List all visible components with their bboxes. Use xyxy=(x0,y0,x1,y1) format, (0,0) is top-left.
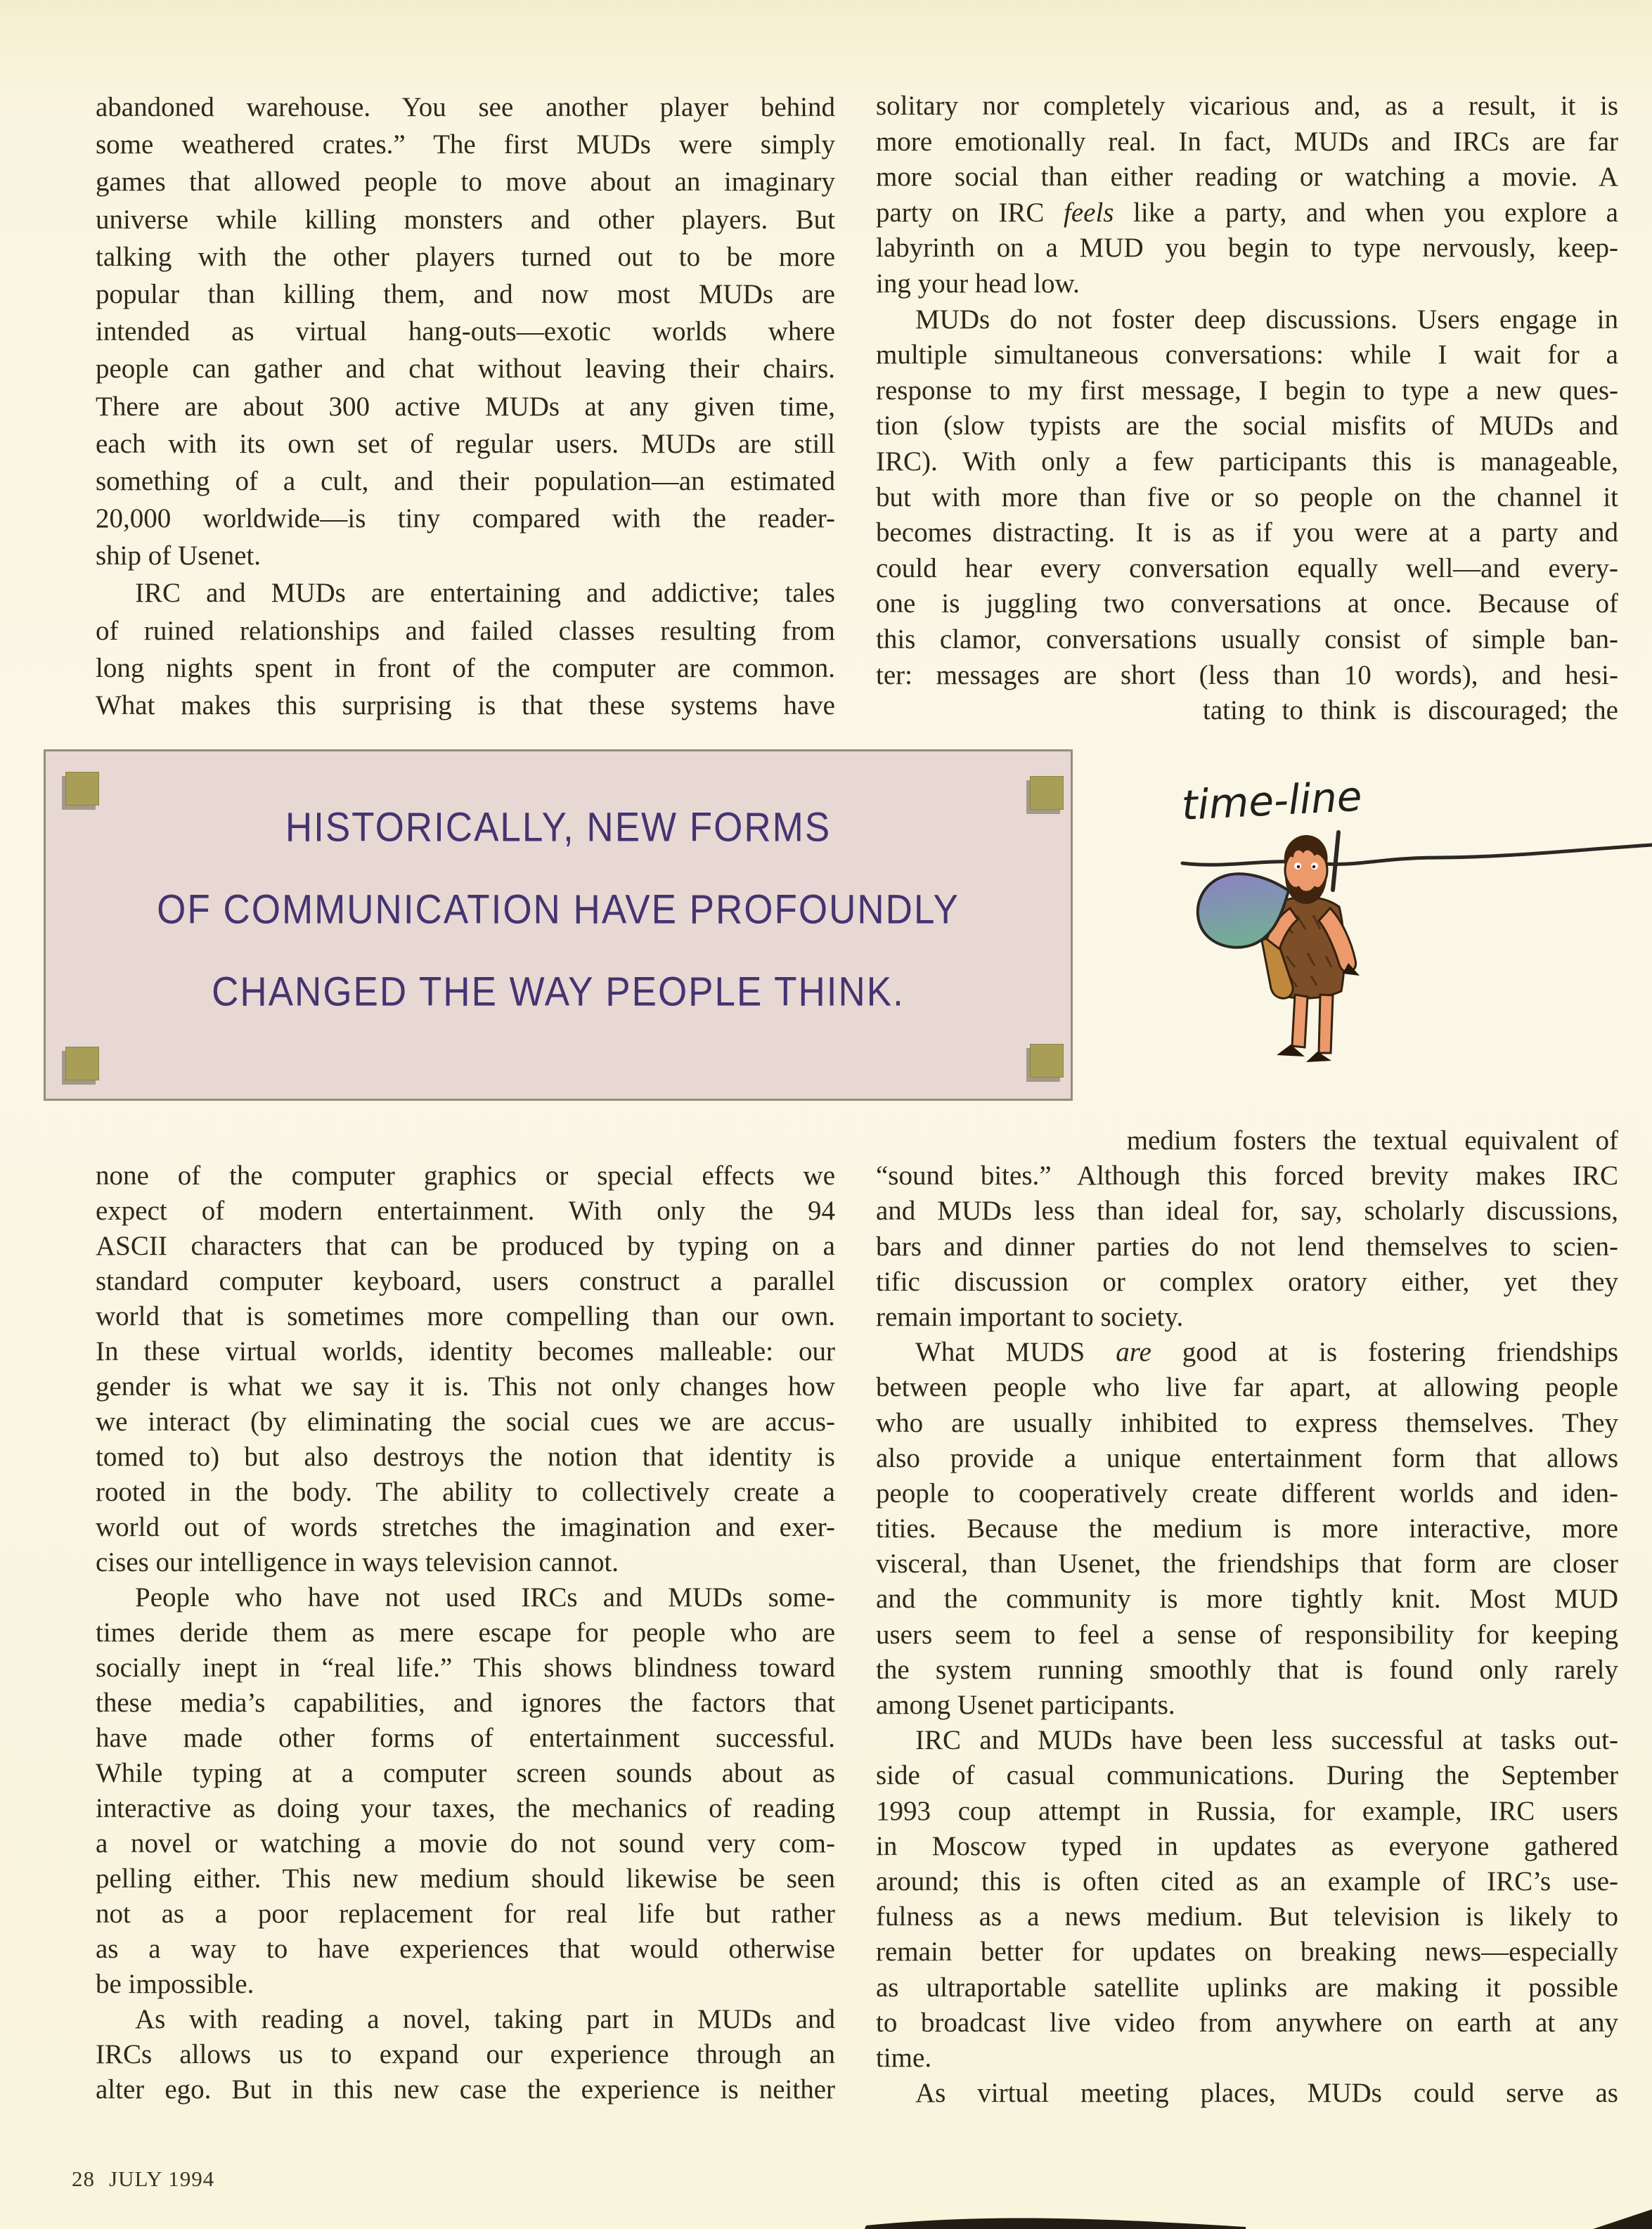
text-line: some weathered crates.” The first MUDs were simply xyxy=(96,129,835,160)
text-line: in Moscow typed in updates as everyone gathered xyxy=(876,1830,1618,1861)
text-line: games that allowed people to move about an imaginary xyxy=(96,167,835,198)
plaque-pin-bottom-left-icon xyxy=(65,1047,99,1080)
text-line: labyrinth on a MUD you begin to type nervously, keep- xyxy=(876,233,1618,264)
text-line: IRC and MUDs have been less successful at tasks out- xyxy=(915,1725,1618,1756)
timeline-cartoon xyxy=(1146,752,1652,1104)
text-line: IRC and MUDs are entertaining and addictive; tales xyxy=(135,578,835,609)
text-line: socially inept in “real life.” This shows blindness toward xyxy=(96,1653,835,1683)
text-line: could hear every conversation equally well—and every- xyxy=(876,553,1618,583)
text-line: but with more than five or so people on the channel it xyxy=(876,482,1618,512)
text-line: IRC). With only a few participants this is manageable, xyxy=(876,446,1618,477)
text-line: this clamor, conversations usually consist of simple ban- xyxy=(876,624,1618,654)
pull-quote-line: CHANGED THE WAY PEOPLE THINK. xyxy=(212,969,905,1015)
text-line: times deride them as mere escape for people who are xyxy=(96,1617,835,1648)
text-line: who are usually inhibited to express themselves. They xyxy=(876,1407,1618,1438)
text-line: While typing at a computer screen sounds about as xyxy=(96,1758,835,1788)
text-line: expect of modern entertainment. With only the 94 xyxy=(96,1196,835,1226)
text-line: visceral, than Usenet, the friendships that form are closer xyxy=(876,1549,1618,1579)
text-line: tities. Because the medium is more interactive, more xyxy=(876,1513,1618,1544)
text-line: What MUDS are good at is fostering friendships xyxy=(915,1337,1619,1368)
text-line: tion (slow typists are the social misfits of MUDs and xyxy=(876,411,1618,441)
pull-quote-line: OF COMMUNICATION HAVE PROFOUNDLY xyxy=(157,887,960,933)
text-line: we interact (by eliminating the social cues we are accus- xyxy=(96,1407,835,1437)
text-line: ter: messages are short (less than 10 words), and hesi- xyxy=(876,659,1618,690)
text-line: something of a cult, and their population—an estimated xyxy=(96,465,835,496)
text-line: MUDs do not foster deep discussions. Users engage in xyxy=(915,304,1618,335)
text-line: intended as virtual hang-outs—exotic worlds where xyxy=(96,316,835,347)
text-line: as a way to have experiences that would otherwise xyxy=(96,1934,835,1964)
text-line: world that is sometimes more compelling than our own. xyxy=(96,1301,835,1331)
text-line: People who have not used IRCs and MUDs some- xyxy=(135,1582,835,1613)
text-line: There are about 300 active MUDs at any given time, xyxy=(96,391,835,422)
text-line: ship of Usenet. xyxy=(96,541,262,571)
plaque-pin-top-left-icon xyxy=(65,772,99,806)
text-line: people can gather and chat without leaving their chairs. xyxy=(96,354,835,385)
text-line: and the community is more tightly knit. Most MUD xyxy=(876,1584,1618,1615)
plaque-pin-top-right-icon xyxy=(1030,776,1064,810)
page-footer xyxy=(72,2166,214,2192)
text-line: to broadcast live video from anywhere on earth at any xyxy=(876,2007,1618,2038)
text-line: have made other forms of entertainment successful. xyxy=(96,1723,835,1753)
text-line: tating to think is discouraged; the xyxy=(1203,695,1618,726)
text-line: ASCII characters that can be produced by typing on a xyxy=(96,1231,835,1261)
text-line: multiple simultaneous conversations: while I wait for a xyxy=(876,340,1618,370)
text-line: abandoned warehouse. You see another player behind xyxy=(96,92,835,122)
text-line: of ruined relationships and failed classes resulting from xyxy=(96,615,835,646)
text-line: party on IRC feels like a party, and when you explore a xyxy=(876,197,1618,228)
text-line: standard computer keyboard, users construct a parallel xyxy=(96,1266,835,1296)
text-line: time. xyxy=(876,2042,932,2073)
text-line: cises our intelligence in ways television cannot. xyxy=(96,1547,619,1577)
article-column-bottom-right xyxy=(876,1123,1618,2111)
text-line: gender is what we say it is. This not only changes how xyxy=(96,1371,835,1402)
text-line: medium fosters the textual equivalent of xyxy=(1126,1125,1618,1156)
text-line: each with its own set of regular users. MUDs are still xyxy=(96,428,835,459)
text-line: fulness as a news medium. But television is likely to xyxy=(876,1901,1618,1932)
text-line: 20,000 worldwide—is tiny compared with the reader- xyxy=(96,503,835,534)
text-line: alter ego. But in this new case the experience is neither xyxy=(96,2074,835,2105)
text-line: ing your head low. xyxy=(876,268,1080,299)
timeline-label: time-line xyxy=(1180,772,1364,829)
plaque-pin-bottom-right-icon xyxy=(1030,1044,1064,1078)
text-line: In these virtual worlds, identity becomes malleable: our xyxy=(96,1336,835,1367)
text-line: one is juggling two conversations at once. Because of xyxy=(876,588,1618,619)
text-line: pelling either. This new medium should likewise be seen xyxy=(96,1863,835,1894)
page-edge-shadow xyxy=(0,2201,1652,2229)
text-line: none of the computer graphics or special effects we xyxy=(96,1161,835,1191)
text-line: remain important to society. xyxy=(876,1301,1184,1332)
text-line: users seem to feel a sense of responsibility for keeping xyxy=(876,1619,1618,1650)
text-line: universe while killing monsters and other players. But xyxy=(96,204,835,235)
text-line: side of casual communications. During the September xyxy=(876,1760,1618,1791)
text-line: 1993 coup attempt in Russia, for example, IRC users xyxy=(876,1795,1618,1826)
timeline-line xyxy=(1182,845,1652,865)
text-line: a novel or watching a movie do not sound very com- xyxy=(96,1828,835,1859)
text-line: also provide a unique entertainment form that allows xyxy=(876,1442,1618,1473)
text-line: and MUDs less than ideal for, say, scholarly discussions, xyxy=(876,1196,1618,1227)
text-line: IRCs allows us to expand our experience through an xyxy=(96,2039,835,2069)
text-line: bars and dinner parties do not lend themselves to scien- xyxy=(876,1231,1618,1262)
article-column-top-left xyxy=(96,89,835,724)
text-line: As with reading a novel, taking part in MUDs and xyxy=(135,2004,835,2034)
pull-quote-plaque xyxy=(44,749,1073,1101)
footer-date: JULY 1994 xyxy=(109,2166,215,2191)
text-line: not as a poor replacement for real life but rather xyxy=(96,1899,835,1929)
text-line: more social than either reading or watching a movie. A xyxy=(876,162,1618,193)
text-line: popular than killing them, and now most MUDs are xyxy=(96,278,835,309)
article-column-bottom-left xyxy=(96,1158,835,2107)
text-line: talking with the other players turned out to be more xyxy=(96,241,835,272)
text-line: tific discussion or complex oratory either, yet they xyxy=(876,1266,1618,1297)
text-line: people to cooperatively create different worlds and iden- xyxy=(876,1478,1618,1508)
text-line: be impossible. xyxy=(96,1969,254,1999)
pull-quote-line: HISTORICALLY, NEW FORMS xyxy=(285,805,832,851)
text-line: these media’s capabilities, and ignores the factors that xyxy=(96,1688,835,1718)
text-line: world out of words stretches the imagination and exer- xyxy=(96,1512,835,1542)
text-line: interactive as doing your taxes, the mechanics of reading xyxy=(96,1793,835,1823)
timeline-tick xyxy=(1333,832,1338,890)
text-line: more emotionally real. In fact, MUDs and IRCs are far xyxy=(876,126,1618,157)
text-line: What makes this surprising is that these systems have xyxy=(96,690,835,721)
text-line: among Usenet participants. xyxy=(876,1690,1175,1720)
text-line: “sound bites.” Although this forced brevity makes IRC xyxy=(876,1161,1618,1191)
text-line: As virtual meeting places, MUDs could serve as xyxy=(915,2078,1618,2109)
footer-page-number: 28 xyxy=(72,2166,95,2191)
text-line: rooted in the body. The ability to collectively create a xyxy=(96,1477,835,1507)
text-line: solitary nor completely vicarious and, as a result, it is xyxy=(876,91,1618,121)
text-line: response to my first message, I begin to type a new ques- xyxy=(876,375,1618,406)
text-line: long nights spent in front of the computer are common. xyxy=(96,652,835,683)
text-line: around; this is often cited as an example of IRC’s use- xyxy=(876,1866,1618,1897)
text-line: becomes distracting. It is as if you were at a party and xyxy=(876,517,1618,548)
text-line: as ultraportable satellite uplinks are making it possible xyxy=(876,1972,1618,2003)
text-line: the system running smoothly that is found only rarely xyxy=(876,1654,1618,1685)
article-column-top-right xyxy=(876,89,1618,729)
text-line: remain better for updates on breaking news—especially xyxy=(876,1937,1618,1968)
text-line: tomed to) but also destroys the notion that identity is xyxy=(96,1442,835,1472)
caveman-figure xyxy=(1262,835,1360,1062)
text-line: between people who live far apart, at allowing people xyxy=(876,1372,1618,1403)
